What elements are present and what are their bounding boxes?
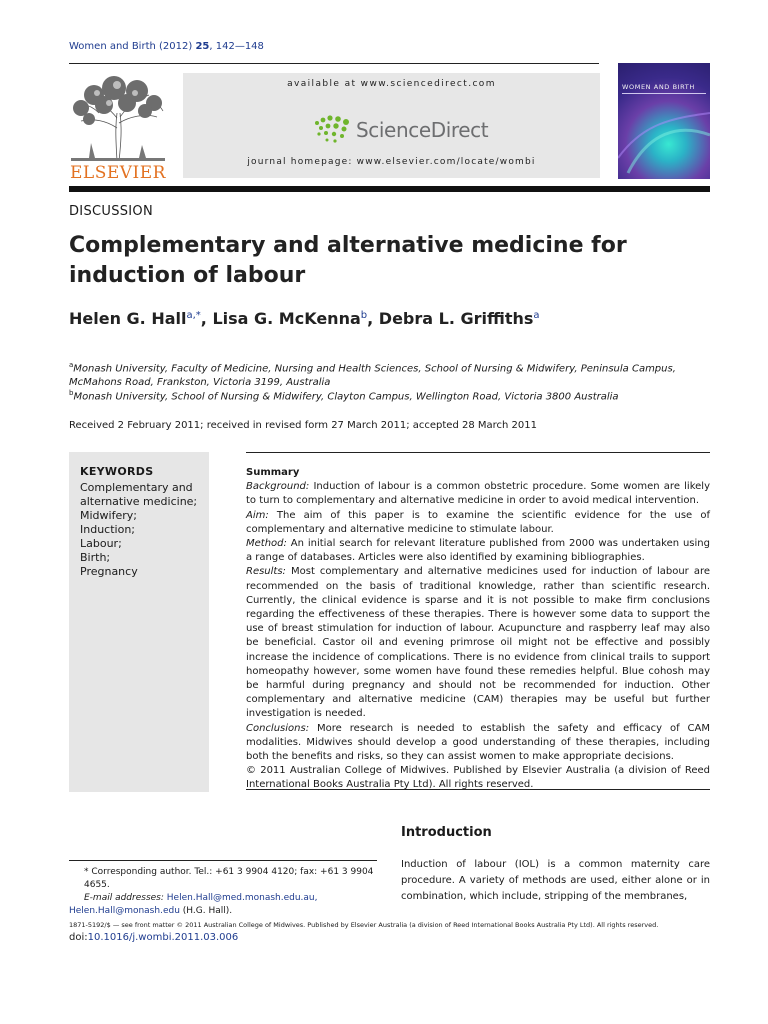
corresponding-author-footnote (69, 866, 381, 918)
method-label: Method: (246, 538, 287, 550)
summary-bottom-rule (246, 789, 710, 790)
email-link[interactable]: Helen.Hall@monash.edu (69, 906, 180, 916)
summary-heading: Summary (246, 467, 300, 478)
author-affiliation-mark[interactable]: a (533, 310, 540, 321)
summary-abstract (246, 466, 710, 793)
affiliation-text: Monash University, School of Nursing & Midwifery, Clayton Campus, Wellington Road, Victoria 3800 Australia (73, 391, 619, 403)
doi-link[interactable]: 10.1016/j.wombi.2011.03.006 (87, 932, 239, 943)
aim-text: The aim of this paper is to examine the scientific evidence for the use of complementary and alternative medicine to stimulate labour. (246, 509, 710, 535)
affiliation-mark: b (69, 389, 74, 397)
author-name: Lisa G. McKenna (212, 309, 361, 328)
elsevier-wordmark: ELSEVIER (70, 163, 166, 183)
background-label: Background: (246, 481, 310, 493)
email-link[interactable]: Helen.Hall@med.monash.edu.au, (166, 893, 318, 903)
conclusions-label: Conclusions: (246, 722, 310, 734)
keyword-item: Labour; (80, 537, 122, 550)
introduction-paragraph: Induction of labour (IOL) is a common maternity care procedure. A variety of methods are used, either alone or in combination, which include, stripping of the membranes, (401, 859, 710, 902)
keywords-list (80, 481, 204, 579)
page-range: , 142—148 (209, 41, 264, 52)
method-text: An initial search for relevant literature published from 2000 was undertaken using a range of databases. Articles were also identified by examining bibliographies. (246, 538, 710, 564)
summary-background (246, 480, 710, 508)
journal-name: Women and Birth (2012) (69, 41, 193, 52)
conclusions-text: More research is needed to establish the safety and efficacy of CAM modalities. Midwives should develop a good understanding of these therapies, including both the benefits and risks, so they can assist women to make appropriate decisions. (246, 722, 710, 763)
section-label: DISCUSSION (69, 204, 153, 219)
cover-artwork (618, 63, 710, 179)
article-title: Complementary and alternative medicine for induction of labour (69, 233, 627, 288)
author-name: Helen G. Hall (69, 309, 187, 328)
author-list: Helen G. Hall$^{a,*}$, Lisa G. McKenna$^b$, Debra L. Griffiths$^a$ (69, 309, 540, 328)
introduction-heading: Introduction (401, 825, 492, 840)
aim-label: Aim: (246, 509, 269, 521)
email-suffix: (H.G. Hall). (182, 906, 233, 916)
summary-conclusions (246, 722, 710, 765)
affiliation-mark: a (69, 361, 74, 369)
summary-method (246, 537, 710, 565)
author-affiliation-mark[interactable]: a,* (186, 310, 201, 321)
keyword-item: Induction; (80, 523, 135, 536)
affiliation-text: Monash University, Faculty of Medicine, Nursing and Health Sciences, School of Nursing & Midwifery, Peninsula Campus, McMahons Road, Frankston, Victoria 3199, Australia (69, 363, 676, 389)
doi-line (69, 932, 238, 943)
summary-top-rule (246, 452, 710, 453)
header-rule (69, 63, 599, 64)
received-dates: Received 2 February 2011; received in revised form 27 March 2011; accepted 28 March 2011 (69, 420, 537, 431)
doi-prefix: doi: (69, 932, 88, 943)
issn-front-matter: 1871-5192/$ — see front matter © 2011 Australian College of Midwives. Published by Elsevier Australia (a division of Reed International Books Australia Pty Ltd). All rights reserved. (69, 921, 659, 929)
author-name: Debra L. Griffiths (378, 309, 534, 328)
header-thick-bar (69, 186, 710, 192)
author-affiliation-mark[interactable]: b (360, 310, 368, 321)
summary-results (246, 565, 710, 721)
volume-number: 25 (195, 41, 210, 52)
keyword-item: Birth; (80, 551, 111, 564)
background-text: Induction of labour is a common obstetric procedure. Some women are likely to turn to complementary and alternative medicine in order to avoid medical intervention. (246, 481, 710, 507)
keyword-item: Midwifery; (80, 509, 137, 522)
email-label: E-mail addresses: (84, 893, 164, 903)
journal-homepage-text[interactable]: journal homepage: www.elsevier.com/locate/wombi (247, 157, 536, 167)
copyright-notice: © 2011 Australian College of Midwives. Published by Elsevier Australia (a division of Reed International Books Australia Pty Ltd). All rights reserved. (246, 765, 710, 791)
available-at-text[interactable]: available at www.sciencedirect.com (287, 79, 496, 89)
keyword-item: Complementary and alternative medicine; (80, 481, 198, 508)
affiliation-b (69, 386, 714, 404)
footnote-rule (69, 860, 377, 861)
cover-title: WOMEN AND BIRTH (622, 83, 695, 91)
keywords-heading: KEYWORDS (80, 465, 154, 478)
results-label: Results: (246, 566, 286, 578)
keyword-item: Pregnancy (80, 565, 138, 578)
journal-citation[interactable] (69, 41, 264, 52)
corresponding-author-line: * Corresponding author. Tel.: +61 3 9904 4120; fax: +61 3 9904 4655. (84, 867, 374, 890)
summary-aim (246, 509, 710, 537)
results-text: Most complementary and alternative medicines used for induction of labour are recommended on the basis of traditional knowledge, rather than scientific research. Currently, the clinical evidence is sparse and it is not possible to make firm conclusions regarding the effectiveness of these therapies. There is however some data to support the use of breast stimulation for induction of labour. Acupuncture and raspberry leaf may also be beneficial. Castor oil and evening primrose oil might not be effective and possibly increase the incidence of complications. There is no evidence from clinical trails to support homeopathy however, some women have found these remedies helpful. Blue cohosh may be harmful during pregnancy and should not be recommended for induction. Other complementary and alternative medicine (CAM) therapies may be useful but further investigation is needed. (246, 566, 710, 720)
journal-cover-image (618, 63, 710, 179)
sciencedirect-brand: ScienceDirect (356, 118, 489, 142)
